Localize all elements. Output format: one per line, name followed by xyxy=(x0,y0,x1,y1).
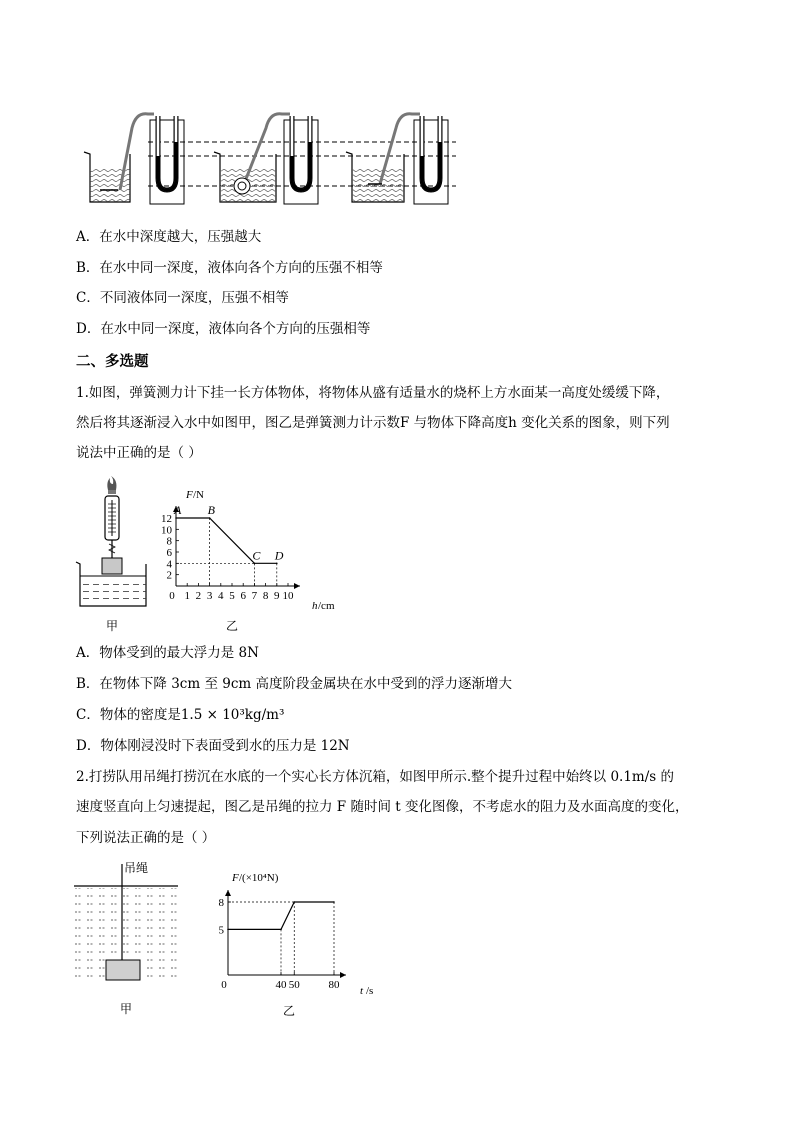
data-point xyxy=(227,929,229,931)
hanger-top-icon xyxy=(107,476,116,490)
data-point xyxy=(254,563,256,565)
chart2-ylabel-unit: /(×10⁴N) xyxy=(239,872,279,884)
prev-option-d: D．在水中同一深度，液体向各个方向的压强相等 xyxy=(76,321,371,337)
setup-2 xyxy=(214,114,318,204)
q1-spring-scale-figure xyxy=(72,476,154,614)
y-tick-label: 10 xyxy=(161,524,172,537)
q1-force-height-chart xyxy=(156,482,346,614)
x-tick-label: 0 xyxy=(169,590,175,602)
setup-3 xyxy=(346,114,448,204)
data-series-line xyxy=(176,518,277,563)
data-series-line xyxy=(228,902,334,929)
u-tube-3 xyxy=(422,116,440,190)
x-tick-label: 4 xyxy=(218,590,224,602)
x-tick-label: 40 xyxy=(275,979,287,991)
q2-stem-line-1: 2.打捞队用吊绳打捞沉在水底的一个实心长方体沉箱，如图甲所示.整个提升过程中始终以 0.1m/s 的 xyxy=(76,769,674,785)
point-label-C: C xyxy=(252,548,261,563)
x-tick-label: 80 xyxy=(328,979,340,991)
q1-option-d: D．物体刚浸没时下表面受到水的压力是 12N xyxy=(76,738,350,754)
y-tick-label: 5 xyxy=(218,924,224,937)
y-tick-label: 6 xyxy=(166,547,172,559)
x-tick-label: 0 xyxy=(221,979,227,991)
point-label-D: D xyxy=(274,548,284,563)
block-icon xyxy=(102,558,122,574)
setup-1 xyxy=(84,114,184,204)
prev-option-b: B．在水中同一深度，液体向各个方向的压强不相等 xyxy=(76,260,383,276)
point-label-B: B xyxy=(207,503,215,517)
x-tick-label: 6 xyxy=(240,590,246,602)
u-tube-1 xyxy=(158,116,176,190)
point-label-A: A xyxy=(174,503,182,517)
x-tick-label: 8 xyxy=(262,590,269,602)
y-tick-label: 12 xyxy=(161,513,172,525)
q1-stem-line-2: 然后将其逐渐浸入水中如图甲，图乙是弹簧测力计示数F 与物体下降高度h 变化关系的图象，则下列 xyxy=(76,415,670,431)
x-axis-arrow xyxy=(294,583,300,589)
y-tick-label: 8 xyxy=(166,535,172,548)
chart2-ylabel-var: F xyxy=(232,872,239,884)
chart1-ylabel-unit: /N xyxy=(193,489,204,501)
q1-option-c-formula: 1.5 × 10³kg/m³ xyxy=(180,707,285,723)
q2-force-time-chart xyxy=(210,866,382,996)
x-tick-label: 3 xyxy=(206,590,213,602)
u-tube-2 xyxy=(292,116,310,190)
section-title: 二、多选题 xyxy=(76,353,149,370)
prev-option-a: A．在水中深度越大，压强越大 xyxy=(76,229,262,245)
prev-option-c: C．不同液体同一深度，压强不相等 xyxy=(76,290,289,306)
q1-option-b: B．在物体下降 3cm 至 9cm 高度阶段金属块在水中受到的浮力逐渐增大 xyxy=(76,676,512,692)
x-tick-label: 9 xyxy=(274,590,280,602)
x-tick-label: 2 xyxy=(195,590,202,602)
water-icon xyxy=(80,578,146,605)
chart2-xlabel-unit: /s xyxy=(366,985,374,996)
q2-fig-right-caption: 乙 xyxy=(283,1004,296,1018)
x-tick-label: 1 xyxy=(184,590,190,602)
water-3 xyxy=(352,168,404,202)
data-point xyxy=(293,901,295,903)
q1-fig-left-caption: 甲 xyxy=(106,619,119,633)
chart1-ylabel-var: F xyxy=(186,489,193,501)
data-point xyxy=(276,563,278,565)
x-tick-label: 5 xyxy=(229,590,235,602)
q1-stem-line-3: 说法中正确的是（ ） xyxy=(76,445,202,461)
q1-fig-right-caption: 乙 xyxy=(226,619,239,633)
data-point xyxy=(175,517,177,519)
y-tick-label: 8 xyxy=(218,897,224,909)
data-point xyxy=(280,929,282,931)
q1-option-c-prefix: C．物体的密度是 xyxy=(76,707,181,723)
q2-fig-left-caption: 甲 xyxy=(120,1002,133,1016)
x-axis-arrow xyxy=(340,972,346,978)
data-point xyxy=(333,901,335,903)
q2-rope-label: 吊绳 xyxy=(124,861,149,875)
chart1-xlabel-unit: /cm xyxy=(318,600,335,612)
q2-stem-line-2: 速度竖直向上匀速提起，图乙是吊绳的拉力 F 随时间 t 变化图像，不考虑水的阻力及水面高度的变化， xyxy=(76,799,689,815)
caisson-icon xyxy=(106,960,140,980)
q2-stem-line-3: 下列说法正确的是（ ） xyxy=(76,830,216,846)
data-point xyxy=(209,517,211,519)
q1-option-c xyxy=(76,705,284,725)
y-tick-label: 2 xyxy=(166,569,172,582)
probe-2 xyxy=(234,178,250,194)
y-axis-arrow xyxy=(225,890,231,896)
q2-salvage-figure xyxy=(74,860,178,990)
q1-stem-line-1: 1.如图，弹簧测力计下挂一长方体物体，将物体从盛有适量水的烧杯上方水面某一高度处缓缓下降， xyxy=(76,385,670,401)
x-tick-label: 7 xyxy=(251,590,258,602)
chart2-xlabel-var: t xyxy=(360,985,364,996)
pressure-experiment-figure xyxy=(78,108,458,208)
x-tick-label: 50 xyxy=(288,979,300,991)
y-tick-label: 4 xyxy=(166,558,172,571)
chart1-xlabel-var: h xyxy=(312,600,318,612)
x-tick-label: 10 xyxy=(282,590,294,602)
q1-option-a: A．物体受到的最大浮力是 8N xyxy=(76,645,259,661)
